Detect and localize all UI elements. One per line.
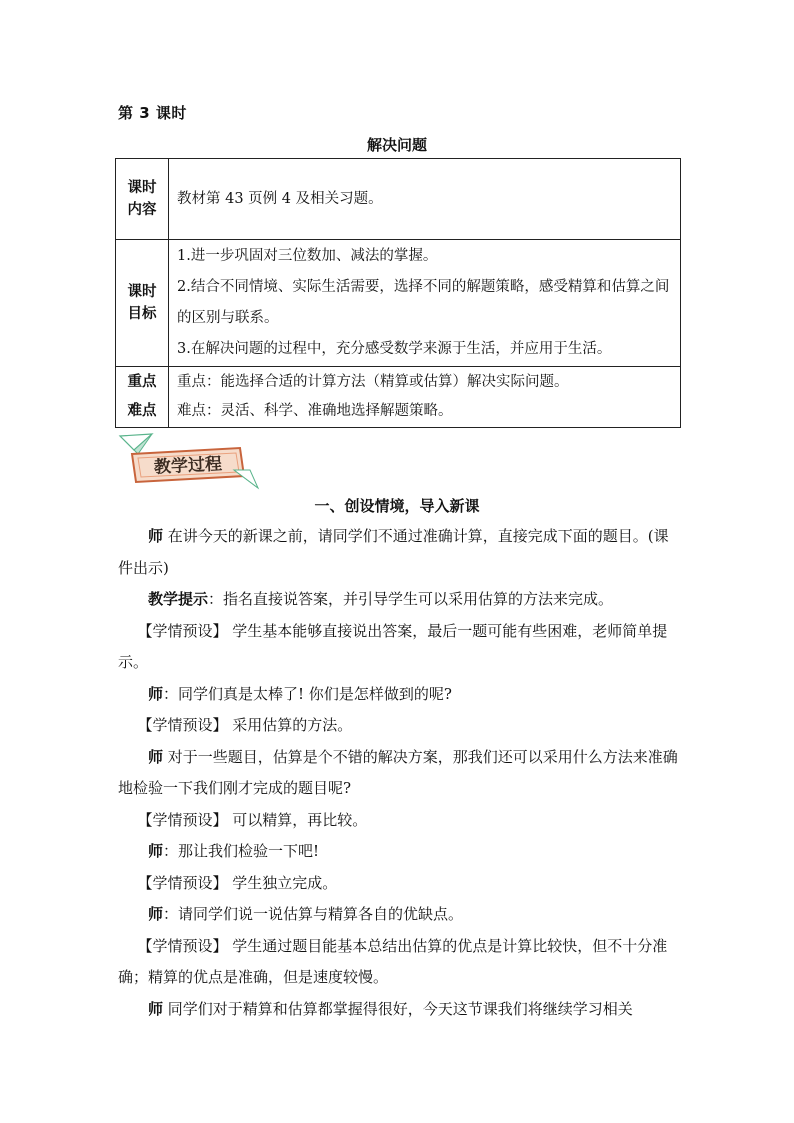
content-text: 教材第 43 页例 4 及相关习题。 — [177, 190, 383, 207]
paragraph-text: 学生基本能够直接说出答案，最后一题可能有些困难，老师简单提示。 — [118, 621, 668, 671]
banner-graphic — [116, 430, 266, 490]
banner-label: 教学过程 — [153, 454, 223, 478]
paragraph-text: 学生独立完成。 — [227, 873, 338, 892]
lesson-title: 解决问题 — [366, 136, 427, 154]
paragraph-11 — [118, 931, 680, 994]
speaker-label: 师 — [148, 527, 164, 545]
preset-tag: 【学情预设】 — [137, 810, 228, 829]
paragraph-7 — [118, 805, 680, 837]
teaching-process-banner — [116, 430, 266, 490]
paragraph-text: ：请同学们说一说估算与精算各自的优缺点。 — [163, 905, 464, 923]
paragraph-4 — [118, 679, 680, 711]
lesson-process-content — [118, 521, 680, 1025]
paragraph-text: 在讲今天的新课之前，请同学们不通过准确计算，直接完成下面的题目。(课件出示) — [118, 527, 669, 577]
lesson-info-table — [115, 158, 681, 428]
speaker-label: 师 — [148, 842, 164, 860]
goal-item-2: 2.结合不同情境、实际生活需要，选择不同的解题策略，感受精算和估算之间的区别与联系。 — [177, 279, 670, 326]
key-header-line-2: 难点 — [127, 403, 157, 419]
key-point-text: 重点：能选择合适的计算方法（精算或估算）解决实际问题。 — [177, 374, 569, 390]
paragraph-text: ：同学们真是太棒了! 你们是怎样做到的呢? — [163, 684, 452, 703]
goals-header-cell — [116, 240, 169, 367]
content-header-cell — [116, 159, 169, 240]
paragraph-12 — [118, 994, 680, 1026]
paragraph-1 — [118, 521, 680, 584]
goal-item-3: 3.在解决问题的过程中，充分感受数学来源于生活，并应用于生活。 — [177, 341, 612, 357]
speaker-label: 师 — [148, 747, 164, 766]
paragraph-5 — [118, 710, 680, 742]
preset-tag: 【学情预设】 — [137, 873, 228, 892]
paragraph-10 — [118, 899, 680, 931]
lesson-number: 第 3 课时 — [118, 104, 187, 122]
paragraph-6 — [118, 742, 680, 805]
paragraph-text: 同学们对于精算和估算都掌握得很好，今天这节课我们将继续学习相关 — [163, 999, 633, 1018]
paragraph-2 — [118, 584, 680, 616]
goals-header-line-1: 课时 — [127, 284, 157, 300]
paper-plane-icon — [120, 434, 152, 454]
table-row-goals — [116, 240, 681, 367]
key-body-cell — [169, 367, 681, 428]
table-row-content — [116, 159, 681, 240]
teaching-tip-label: 教学提示 — [148, 590, 209, 608]
paragraph-text: ：指名直接说答案，并引导学生可以采用估算的方法来完成。 — [208, 590, 614, 608]
paragraph-text: 可以精算，再比较。 — [227, 810, 368, 829]
leaf-icon — [234, 470, 258, 488]
paragraph-text: ：那让我们检验一下吧! — [163, 842, 320, 860]
preset-tag: 【学情预设】 — [137, 716, 228, 734]
speaker-label: 师 — [148, 905, 164, 923]
difficult-point-text: 难点：灵活、科学、准确地选择解题策略。 — [177, 403, 453, 419]
key-header-cell — [116, 367, 169, 428]
goals-header-line-2: 目标 — [127, 306, 157, 322]
content-header-line-1: 课时 — [127, 180, 157, 196]
paragraph-text: 学生通过题目能基本总结出估算的优点是计算比较快，但不十分准确；精算的优点是准确，但是速度较慢。 — [118, 936, 668, 986]
paragraph-3 — [118, 616, 680, 679]
paragraph-text: 对于一些题目，估算是个不错的解决方案，那我们还可以采用什么方法来准确地检验一下我们刚才完成的题目呢? — [118, 747, 678, 797]
preset-tag: 【学情预设】 — [137, 936, 228, 955]
goals-body-cell — [169, 240, 681, 367]
speaker-label: 师 — [148, 999, 164, 1018]
paragraph-8 — [118, 836, 680, 868]
table-row-key-points — [116, 367, 681, 428]
content-body-cell — [169, 159, 681, 240]
key-header-line-1: 重点 — [127, 374, 157, 390]
section-heading: 一、创设情境，导入新课 — [314, 497, 480, 515]
goal-item-1: 1.进一步巩固对三位数加、减法的掌握。 — [177, 248, 438, 264]
content-header-line-2: 内容 — [127, 202, 157, 218]
preset-tag: 【学情预设】 — [137, 621, 228, 640]
speaker-label: 师 — [148, 684, 164, 703]
paragraph-9 — [118, 868, 680, 900]
paragraph-text: 采用估算的方法。 — [227, 716, 353, 734]
